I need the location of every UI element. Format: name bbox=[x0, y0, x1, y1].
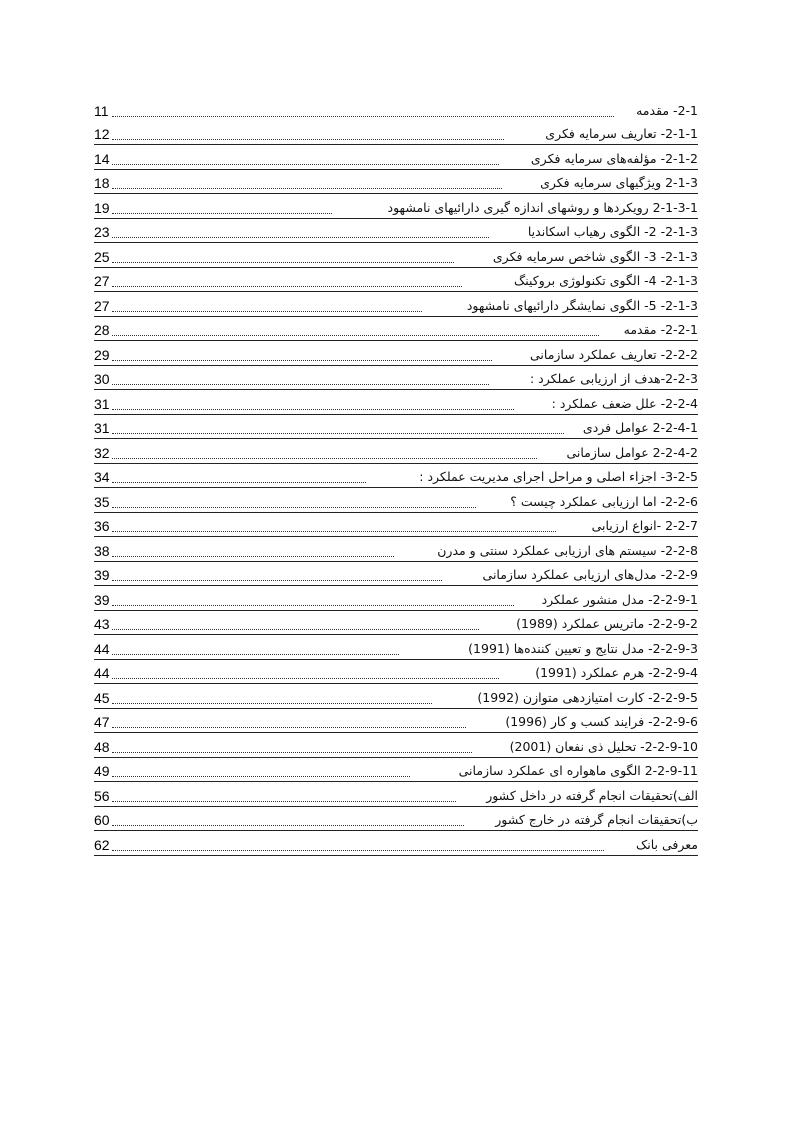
toc-dot-leader bbox=[112, 528, 556, 532]
toc-dot-leader bbox=[112, 626, 479, 630]
toc-page-number: 36 bbox=[94, 518, 110, 534]
toc-entry-title: 2-1-1- تعاریف سرمایه فکری bbox=[542, 126, 698, 142]
toc-dot-leader bbox=[112, 136, 504, 140]
toc-entry-title: 2-1-3- 4- الگوی تکنولوژی بروکینگ bbox=[511, 273, 698, 289]
toc-entry[interactable] bbox=[94, 341, 698, 366]
toc-dot-leader bbox=[112, 332, 599, 336]
toc-page-number: 27 bbox=[94, 297, 110, 314]
toc-entry[interactable] bbox=[94, 268, 698, 293]
toc-entry[interactable] bbox=[94, 464, 698, 489]
toc-entry[interactable] bbox=[94, 660, 698, 685]
toc-entry[interactable] bbox=[94, 709, 698, 734]
toc-page-number: 28 bbox=[94, 322, 110, 338]
toc-entry[interactable] bbox=[94, 121, 698, 146]
toc-entry[interactable] bbox=[94, 145, 698, 170]
toc-entry[interactable] bbox=[94, 390, 698, 415]
toc-page-number: 25 bbox=[94, 248, 110, 265]
toc-page-number: 62 bbox=[94, 836, 110, 853]
toc-page-number: 45 bbox=[94, 689, 110, 706]
toc-dot-leader bbox=[112, 847, 604, 851]
toc-page-number: 49 bbox=[94, 763, 110, 779]
toc-entry[interactable] bbox=[94, 317, 698, 342]
toc-entry-title: 2-2-7 -انواع ارزیابی bbox=[589, 518, 698, 534]
toc-page-number: 23 bbox=[94, 224, 110, 240]
toc-page-number: 48 bbox=[94, 738, 110, 755]
toc-entry-title: الف)تحقیقات انجام گرفته در داخل کشور bbox=[483, 788, 698, 804]
toc-dot-leader bbox=[112, 381, 489, 385]
toc-dot-leader bbox=[112, 724, 466, 728]
toc-entry[interactable] bbox=[94, 292, 698, 317]
toc-dot-leader bbox=[112, 430, 564, 434]
toc-page-number: 19 bbox=[94, 199, 110, 216]
toc-entry[interactable] bbox=[94, 586, 698, 611]
toc-dot-leader bbox=[112, 259, 454, 263]
toc-entry[interactable] bbox=[94, 488, 698, 513]
toc-entry[interactable] bbox=[94, 219, 698, 244]
toc-entry-title: معرفی بانک bbox=[633, 837, 698, 853]
toc-page-number: 39 bbox=[94, 591, 110, 608]
toc-page-number: 27 bbox=[94, 273, 110, 289]
toc-dot-leader bbox=[112, 773, 410, 777]
toc-page-number: 44 bbox=[94, 665, 110, 681]
toc-entry-title: 2-1-3-1 رویکردها و روشهای اندازه گیری دارائیهای نامشهود bbox=[385, 200, 698, 216]
toc-page-number: 18 bbox=[94, 175, 110, 191]
toc-page-number: 56 bbox=[94, 787, 110, 804]
toc-entry-title: 2-1- مقدمه bbox=[633, 103, 698, 119]
toc-page-number: 47 bbox=[94, 714, 110, 730]
toc-dot-leader bbox=[112, 700, 432, 704]
toc-entry-title: 2-2-9-4- هرم عملکرد (1991) bbox=[532, 665, 698, 681]
toc-entry-title: 2-1-2- مؤلفه‌های سرمایه فکری bbox=[528, 151, 698, 167]
toc-dot-leader bbox=[112, 577, 442, 581]
toc-dot-leader bbox=[112, 749, 472, 753]
toc-entry[interactable] bbox=[94, 415, 698, 440]
toc-page-number: 11 bbox=[94, 102, 109, 119]
toc-dot-leader bbox=[112, 675, 499, 679]
toc-entry-title: 2-2-2- تعاریف عملکرد سازمانی bbox=[527, 347, 698, 363]
toc-page-number: 60 bbox=[94, 812, 110, 828]
toc-entry[interactable] bbox=[94, 513, 698, 538]
toc-page-number: 38 bbox=[94, 542, 110, 559]
toc-entry-title: 2-2-9-3- مدل نتایج و تعیین کننده‌ها (1991) bbox=[465, 641, 698, 657]
toc-dot-leader bbox=[112, 553, 394, 557]
toc-dot-leader bbox=[112, 798, 456, 802]
table-of-contents bbox=[94, 96, 698, 856]
toc-entry[interactable] bbox=[94, 537, 698, 562]
toc-entry[interactable] bbox=[94, 611, 698, 636]
toc-page-number: 31 bbox=[94, 420, 110, 436]
toc-entry-title: 3-2-5- اجزاء اصلی و مراحل اجرای مدیریت عملکرد : bbox=[416, 469, 698, 485]
toc-entry[interactable] bbox=[94, 758, 698, 783]
toc-entry-title: ب)تحقیقات انجام گرفته در خارج کشور bbox=[492, 812, 698, 828]
toc-entry-title: 2-2-9-1- مدل منشور عملکرد bbox=[539, 592, 698, 608]
toc-dot-leader bbox=[112, 822, 464, 826]
toc-entry[interactable] bbox=[94, 782, 698, 807]
toc-entry-title: 2-1-3 ویژگیهای سرمایه فکری bbox=[537, 175, 698, 191]
toc-dot-leader bbox=[112, 308, 422, 312]
toc-dot-leader bbox=[112, 283, 462, 287]
toc-entry-title: 2-2-9-11 الگوی ماهواره ای عملکرد سازمانی bbox=[456, 763, 698, 779]
toc-entry-title: 2-1-3- 5- الگوی نمایشگر دارائیهای نامشهود bbox=[464, 298, 698, 314]
toc-entry-title: 2-1-3- 2- الگوی رهیاب اسکاندیا bbox=[525, 224, 698, 240]
toc-entry[interactable] bbox=[94, 170, 698, 195]
toc-entry[interactable] bbox=[94, 807, 698, 832]
toc-entry[interactable] bbox=[94, 96, 698, 121]
toc-page-number: 44 bbox=[94, 640, 110, 657]
toc-dot-leader bbox=[112, 406, 514, 410]
toc-page-number: 12 bbox=[94, 126, 110, 142]
toc-entry-title: 2-2-4- علل ضعف عملکرد : bbox=[549, 396, 698, 412]
toc-entry-title: 2-2-4-1 عوامل فردی bbox=[580, 420, 698, 436]
toc-entry[interactable] bbox=[94, 635, 698, 660]
toc-page-number: 34 bbox=[94, 469, 110, 485]
toc-dot-leader bbox=[112, 479, 366, 483]
toc-dot-leader bbox=[112, 602, 514, 606]
toc-page-number: 32 bbox=[94, 444, 110, 461]
toc-entry-title: 2-2-9-10- تحلیل ذی نفعان (2001) bbox=[507, 739, 698, 755]
toc-dot-leader bbox=[112, 210, 332, 214]
toc-entry-title: 2-2-8- سیستم های ارزیابی عملکرد سنتی و مدرن bbox=[434, 543, 698, 559]
toc-entry-title: 2-2-3-هدف از ارزیابی عملکرد : bbox=[527, 371, 698, 387]
toc-entry[interactable] bbox=[94, 439, 698, 464]
toc-page-number: 29 bbox=[94, 346, 110, 363]
toc-page-number: 30 bbox=[94, 371, 110, 387]
toc-entry[interactable] bbox=[94, 243, 698, 268]
toc-page-number: 43 bbox=[94, 616, 110, 632]
toc-entry[interactable] bbox=[94, 562, 698, 587]
toc-dot-leader bbox=[112, 504, 476, 508]
toc-entry-title: 2-2-1- مقدمه bbox=[621, 322, 698, 338]
toc-dot-leader bbox=[112, 113, 614, 117]
toc-dot-leader bbox=[112, 651, 399, 655]
toc-entry-title: 2-2-6- اما ارزیابی عملکرد چیست ؟ bbox=[507, 494, 698, 510]
toc-entry[interactable] bbox=[94, 194, 698, 219]
toc-page-number: 39 bbox=[94, 567, 110, 583]
toc-entry-title: 2-2-4-2 عوامل سازمانی bbox=[563, 445, 698, 461]
toc-dot-leader bbox=[112, 234, 489, 238]
toc-entry-title: 2-2-9-2- ماتریس عملکرد (1989) bbox=[513, 616, 698, 632]
toc-page-number: 14 bbox=[94, 150, 110, 167]
toc-dot-leader bbox=[112, 357, 492, 361]
toc-entry[interactable] bbox=[94, 684, 698, 709]
toc-entry[interactable] bbox=[94, 366, 698, 391]
toc-entry-title: 2-2-9- مدل‌های ارزیابی عملکرد سازمانی bbox=[480, 567, 698, 583]
toc-page-number: 35 bbox=[94, 493, 110, 510]
toc-entry[interactable] bbox=[94, 733, 698, 758]
toc-dot-leader bbox=[112, 161, 499, 165]
toc-entry-title: 2-2-9-5- کارت امتیازدهی متوازن (1992) bbox=[474, 690, 698, 706]
toc-dot-leader bbox=[112, 185, 502, 189]
toc-entry-title: 2-2-9-6- فرایند کسب و کار (1996) bbox=[502, 714, 698, 730]
toc-entry[interactable] bbox=[94, 831, 698, 856]
toc-dot-leader bbox=[112, 455, 537, 459]
toc-page-number: 31 bbox=[94, 395, 110, 412]
toc-entry-title: 2-1-3- 3- الگوی شاخص سرمایه فکری bbox=[490, 249, 698, 265]
